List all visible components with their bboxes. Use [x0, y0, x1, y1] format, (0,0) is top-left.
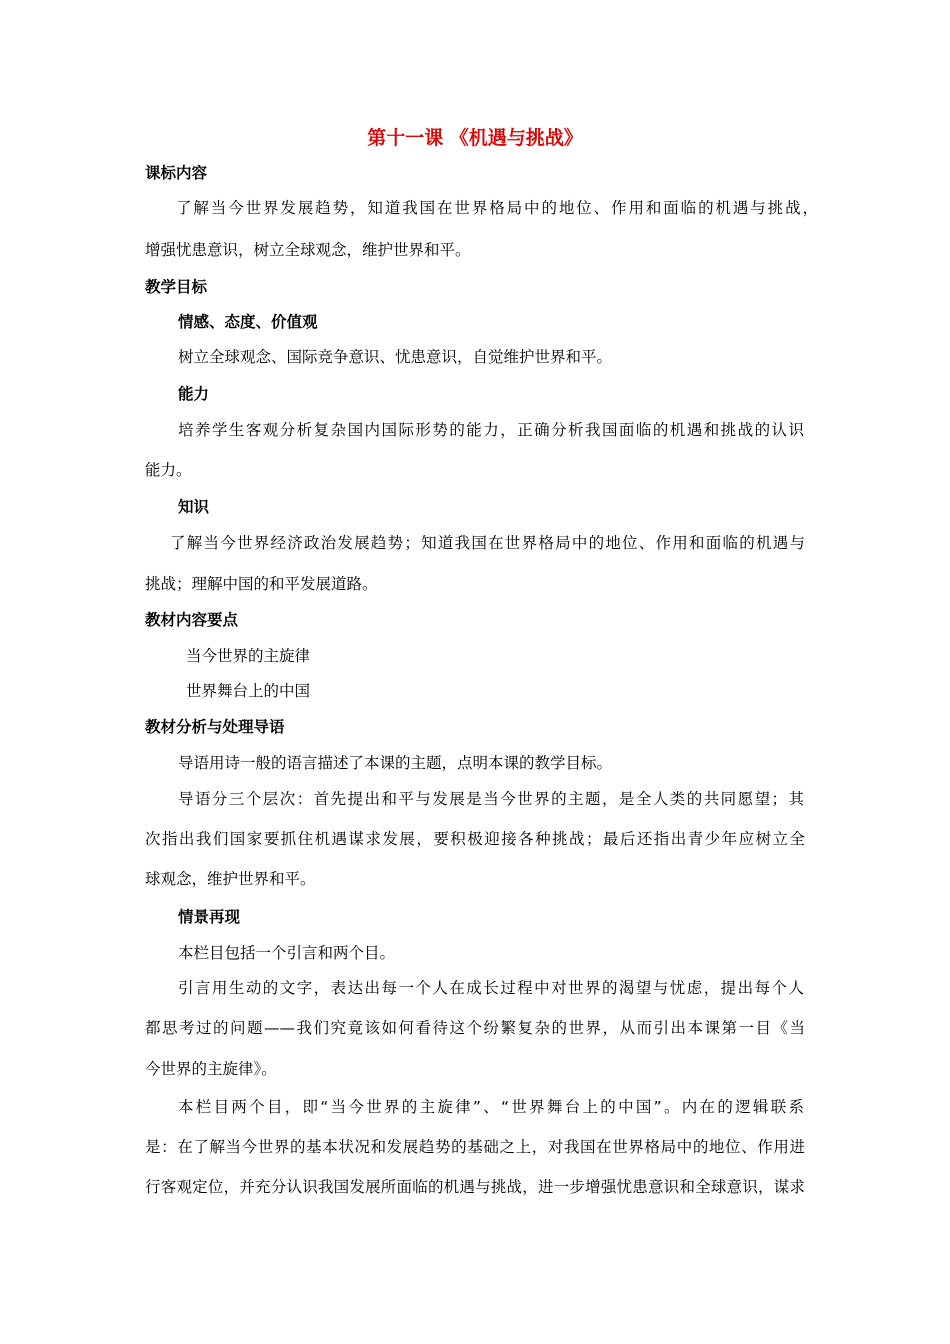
- subheading-ability: 能力: [178, 385, 210, 403]
- paragraph-line: 今世界的主旋律》。: [145, 1060, 277, 1078]
- page-title: 第十一课 《机遇与挑战》: [367, 127, 583, 149]
- section-heading-course-standard: 课标内容: [145, 164, 208, 182]
- paragraph-line: 引言用生动的文字，表达出每一个人在成长过程中对世界的渴望与忧虑，提出每个人: [178, 979, 804, 997]
- paragraph-line: 行客观定位，并充分认识我国发展所面临的机遇与挑战，进一步增强忧患意识和全球意识，谋求: [145, 1178, 805, 1196]
- section-heading-key-points: 教材内容要点: [145, 611, 239, 629]
- paragraph-line: 是：在了解当今世界的基本状况和发展趋势的基础之上，对我国在世界格局中的地位、作用进: [145, 1138, 805, 1156]
- paragraph-line: 能力。: [145, 461, 192, 479]
- paragraph-line: 球观念，维护世界和平。: [145, 870, 316, 888]
- list-item: 当今世界的主旋律: [186, 647, 311, 665]
- paragraph-line: 增强忧患意识，树立全球观念，维护世界和平。: [145, 241, 471, 259]
- paragraph-line: 导语分三个层次：首先提出和平与发展是当今世界的主题，是全人类的共同愿望；其: [178, 790, 804, 808]
- paragraph-line: 树立全球观念、国际竞争意识、忧患意识，自觉维护世界和平。: [178, 348, 613, 366]
- paragraph-line: 挑战；理解中国的和平发展道路。: [145, 575, 378, 593]
- paragraph-line: 都思考过的问题——我们究竟该如何看待这个纷繁复杂的世界，从而引出本课第一目《当: [145, 1019, 805, 1037]
- paragraph-line: 了解当今世界发展趋势，知道我国在世界格局中的地位、作用和面临的机遇与挑战，: [176, 199, 818, 217]
- subheading-knowledge: 知识: [178, 498, 210, 516]
- paragraph-line: 导语用诗一般的语言描述了本课的主题，点明本课的教学目标。: [178, 754, 613, 772]
- subheading-scene: 情景再现: [178, 908, 241, 926]
- paragraph-line: 次指出我们国家要抓住机遇谋求发展，要积极迎接各种挑战；最后还指出青少年应树立全: [145, 830, 805, 848]
- paragraph-line: 本栏目两个目，即“当今世界的主旋律”、“世界舞台上的中国”。内在的逻辑联系: [178, 1098, 804, 1116]
- subheading-emotion: 情感、态度、价值观: [178, 313, 318, 331]
- section-heading-teaching-goals: 教学目标: [145, 278, 208, 296]
- list-item: 世界舞台上的中国: [186, 682, 311, 700]
- paragraph-line: 本栏目包括一个引言和两个目。: [178, 944, 396, 962]
- section-heading-analysis: 教材分析与处理导语: [145, 718, 285, 736]
- paragraph-line: 了解当今世界经济政治发展趋势；知道我国在世界格局中的地位、作用和面临的机遇与: [170, 534, 805, 552]
- paragraph-line: 培养学生客观分析复杂国内国际形势的能力，正确分析我国面临的机遇和挑战的认识: [178, 421, 804, 439]
